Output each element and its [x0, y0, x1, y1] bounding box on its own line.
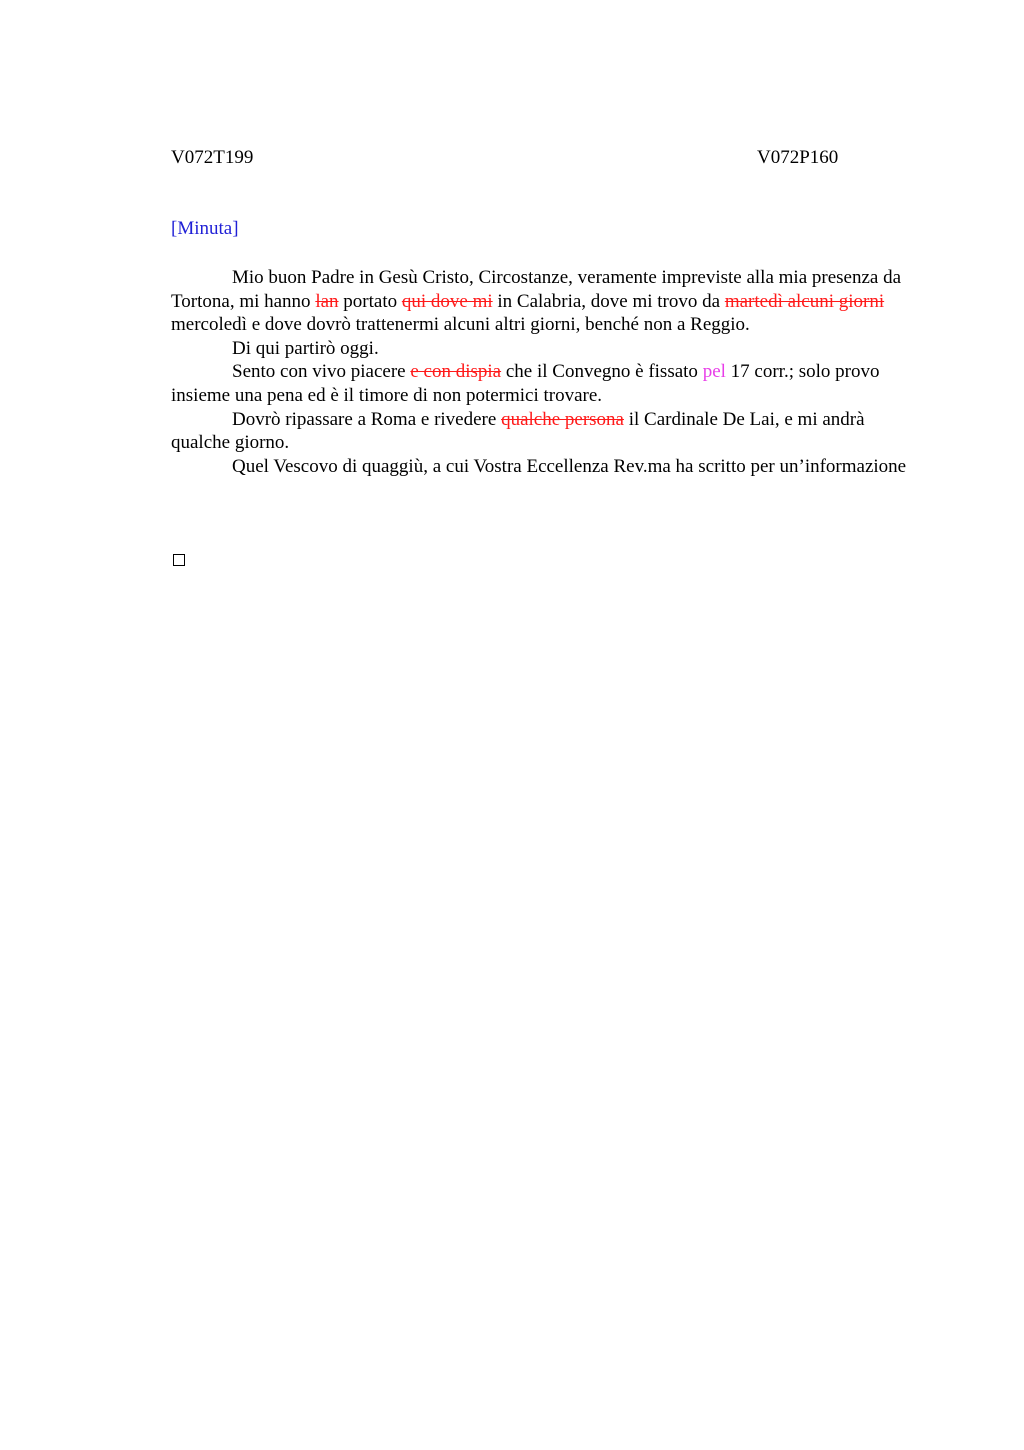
inserted-text: pel — [702, 361, 726, 383]
deleted-text: e con dispia — [410, 361, 502, 383]
document-code: V072T199 — [171, 147, 254, 168]
paragraph — [171, 408, 923, 455]
text-segment: mercoledì e dove dovrò trattenermi alcuni altri giorni, benché non a Reggio. — [171, 314, 750, 336]
paragraph — [171, 337, 923, 361]
paragraph — [171, 266, 923, 337]
text-segment: Di qui partirò oggi. — [232, 337, 379, 359]
deleted-text: qui dove mi — [401, 290, 493, 312]
paragraph — [171, 455, 923, 479]
page-code: V072P160 — [757, 147, 839, 168]
text-segment: Dovrò ripassare a Roma e rivedere — [232, 408, 502, 430]
text-segment: portato — [338, 290, 402, 312]
paragraph — [171, 360, 923, 407]
draft-label: [Minuta] — [171, 218, 239, 239]
deleted-text: qualche persona — [501, 408, 624, 430]
checkbox-square-icon — [173, 554, 185, 566]
text-segment: il Cardinale De Lai, e mi andrà qualche giorno. — [171, 408, 865, 454]
text-segment: Quel Vescovo di quaggiù, a cui Vostra Eccellenza Rev.ma ha scritto per un’informazione — [232, 455, 907, 477]
text-segment: Sento con vivo piacere — [232, 361, 411, 383]
deleted-text: martedì alcuni giorni — [724, 290, 885, 312]
text-segment: 17 corr.; solo provo insieme una pena ed è il timore di non potermici trovare. — [171, 361, 880, 406]
text-segment: che il Convegno è fissato — [501, 361, 703, 383]
deleted-text: lan — [315, 290, 339, 312]
text-segment: in Calabria, dove mi trovo da — [492, 290, 725, 312]
letter-body — [171, 266, 923, 478]
text-segment: Mio buon Padre in Gesù Cristo, Circostanze, veramente impreviste alla mia presenza da Tortona, mi hanno — [171, 267, 902, 312]
